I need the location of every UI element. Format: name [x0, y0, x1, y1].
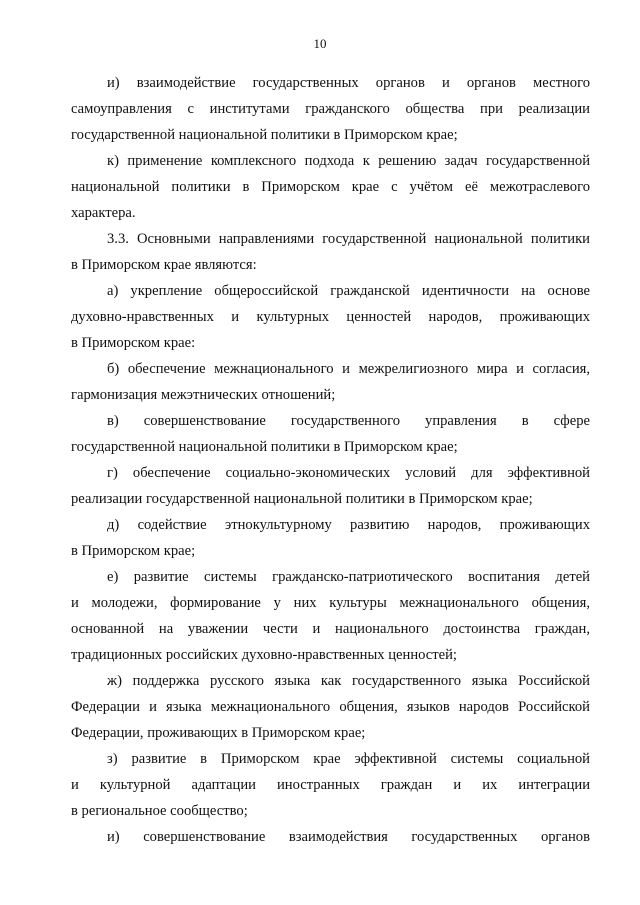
- text-line: характера.: [71, 205, 136, 221]
- text-line: ж) поддержка русского языка как государственного языка Российской: [107, 673, 590, 689]
- text-line: традиционных российских духовно-нравственных ценностей;: [71, 647, 457, 663]
- text-line: государственной национальной политики в Приморском крае;: [71, 439, 458, 455]
- text-line: б) обеспечение межнационального и межрелигиозного мира и согласия,: [107, 361, 590, 377]
- text-line: в Приморском крае:: [71, 335, 196, 351]
- document-body: [71, 70, 590, 850]
- text-line: Федерации, проживающих в Приморском крае;: [71, 725, 366, 741]
- text-line: в региональное сообщество;: [71, 803, 248, 819]
- text-line: е) развитие системы гражданско-патриотического воспитания детей: [107, 569, 590, 585]
- text-line: к) применение комплексного подхода к решению задач государственной: [107, 153, 590, 169]
- text-line: самоуправления с институтами гражданского общества при реализации: [71, 101, 590, 117]
- text-line: реализации государственной национальной политики в Приморском крае;: [71, 491, 533, 507]
- text-line: духовно-нравственных и культурных ценностей народов, проживающих: [71, 309, 590, 325]
- text-line: и) взаимодействие государственных органов и органов местного: [107, 75, 590, 91]
- text-line: Федерации и языка межнационального общения, языков народов Российской: [71, 699, 590, 715]
- text-line: г) обеспечение социально-экономических условий для эффективной: [107, 465, 590, 481]
- text-line: в) совершенствование государственного управления в сфере: [107, 413, 590, 429]
- text-line: и) совершенствование взаимодействия государственных органов: [107, 829, 590, 845]
- page-number: 10: [313, 36, 327, 51]
- text-line: и молодежи, формирование у них культуры межнационального общения,: [71, 595, 590, 611]
- text-line: государственной национальной политики в Приморском крае;: [71, 127, 458, 143]
- text-line: в Приморском крае;: [71, 543, 196, 559]
- text-line: з) развитие в Приморском крае эффективной системы социальной: [107, 751, 590, 767]
- text-line: д) содействие этнокультурному развитию народов, проживающих: [107, 517, 590, 533]
- text-line: гармонизация межэтнических отношений;: [71, 387, 336, 403]
- text-line: национальной политики в Приморском крае с учётом её межотраслевого: [71, 179, 590, 195]
- text-line: и культурной адаптации иностранных граждан и их интеграции: [71, 777, 590, 793]
- text-line: а) укрепление общероссийской гражданской идентичности на основе: [107, 283, 590, 299]
- text-line: основанной на уважении чести и национального достоинства граждан,: [71, 621, 590, 637]
- text-line: в Приморском крае являются:: [71, 257, 257, 273]
- text-line: 3.3. Основными направлениями государственной национальной политики: [107, 231, 590, 247]
